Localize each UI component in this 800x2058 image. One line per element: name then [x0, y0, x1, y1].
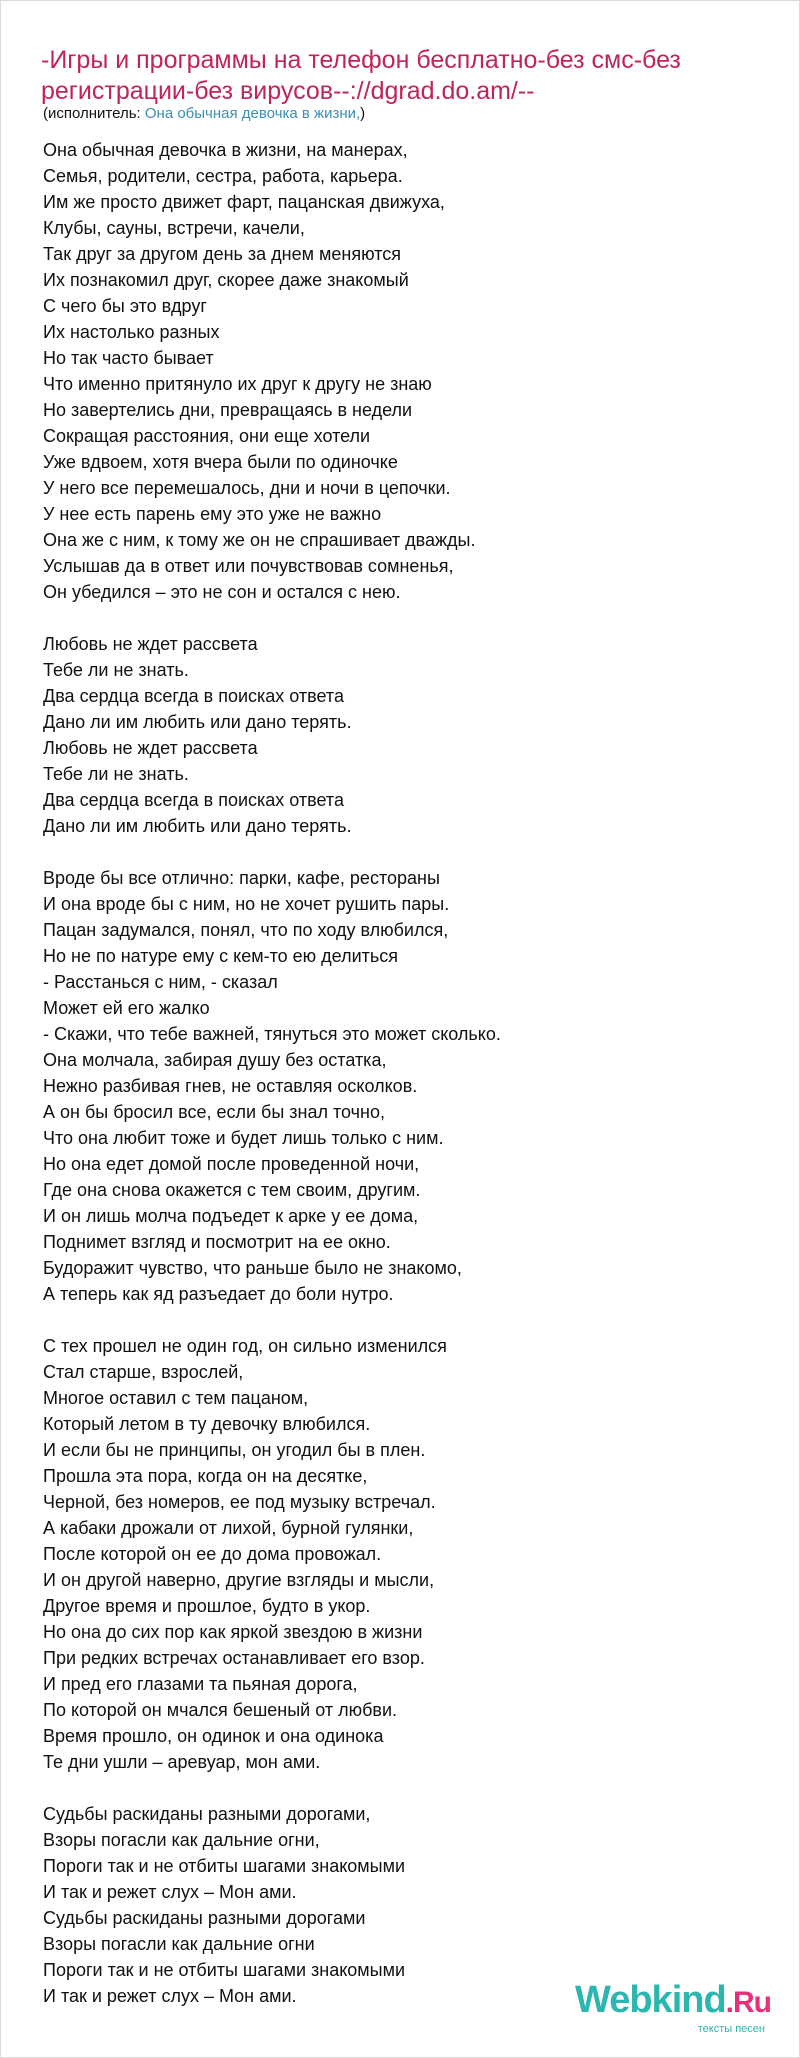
lyrics-stanza [43, 631, 743, 839]
logo-tld: .Ru [725, 1986, 771, 2019]
performer-link[interactable]: Она обычная девочка в жизни, [144, 105, 361, 122]
lyric-line: Их познакомил друг, скорее даже знакомый [43, 270, 409, 290]
lyric-line: При редких встречах останавливает его взор. [43, 1648, 425, 1668]
lyric-line: А теперь как яд разъедает до боли нутро. [43, 1284, 394, 1304]
lyric-line: И он другой наверно, другие взгляды и мысли, [43, 1570, 435, 1590]
lyric-line: Тебе ли не знать. [43, 764, 189, 784]
lyric-line: Услышав да в ответ или почувствовав сомненья, [43, 556, 454, 576]
lyric-line: Тебе ли не знать. [43, 660, 189, 680]
lyrics-stanza [43, 1333, 743, 1775]
lyric-line: И если бы не принципы, он угодил бы в плен. [43, 1440, 426, 1460]
lyric-line: Сокращая расстояния, они еще хотели [43, 426, 371, 446]
lyric-line: Два сердца всегда в поисках ответа [43, 790, 344, 810]
lyric-line: - Расстанься с ним, - сказал [43, 972, 278, 992]
logo-word: Webkind [575, 1979, 726, 2021]
logo-wordmark [575, 1980, 771, 2023]
lyric-line: Но так часто бывает [43, 348, 214, 368]
lyric-line: Клубы, сауны, встречи, качели, [43, 218, 305, 238]
lyric-line: Где она снова окажется с тем своим, другим. [43, 1180, 421, 1200]
lyric-line: Любовь не ждет рассвета [43, 738, 258, 758]
lyric-line: Многое оставил с тем пацаном, [43, 1388, 309, 1408]
lyric-line: Что именно притянуло их друг к другу не знаю [43, 374, 432, 394]
lyric-line: Она молчала, забирая душу без остатка, [43, 1050, 387, 1070]
lyric-line: Она обычная девочка в жизни, на манерах, [43, 140, 408, 160]
lyric-line: Но она едет домой после проведенной ночи, [43, 1154, 420, 1174]
lyric-line: Время прошло, он одинок и она одинока [43, 1726, 384, 1746]
lyric-line: Дано ли им любить или дано терять. [43, 816, 352, 836]
lyric-line: Он убедился – это не сон и остался с нею. [43, 582, 401, 602]
lyric-line: По которой он мчался бешеный от любви. [43, 1700, 398, 1720]
performer-prefix: (исполнитель: [43, 105, 145, 122]
lyric-line: Пороги так и не отбиты шагами знакомыми [43, 1960, 406, 1980]
lyric-line: Но не по натуре ему с кем-то ею делиться [43, 946, 398, 966]
lyric-line: Что она любит тоже и будет лишь только с ним. [43, 1128, 444, 1148]
lyric-line: И так и режет слух – Мон ами. [43, 1882, 297, 1902]
lyric-line: Так друг за другом день за днем меняются [43, 244, 401, 264]
lyric-line: Но она до сих пор как яркой звездою в жизни [43, 1622, 423, 1642]
lyric-line: Поднимет взгляд и посмотрит на ее окно. [43, 1232, 391, 1252]
lyric-line: Любовь не ждет рассвета [43, 634, 258, 654]
lyric-line: Нежно разбивая гнев, не оставляя осколков. [43, 1076, 418, 1096]
lyric-line: Судьбы раскиданы разными дорогами, [43, 1804, 371, 1824]
lyric-line: Вроде бы все отлично: парки, кафе, рестораны [43, 868, 440, 888]
lyric-line: У нее есть парень ему это уже не важно [43, 504, 382, 524]
lyric-line: Взоры погасли как дальние огни, [43, 1830, 320, 1850]
lyric-line: Им же просто движет фарт, пацанская движуха, [43, 192, 445, 212]
lyric-line: И она вроде бы с ним, но не хочет рушить пары. [43, 894, 450, 914]
lyric-line: Два сердца всегда в поисках ответа [43, 686, 344, 706]
lyric-line: Стал старше, взрослей, [43, 1362, 244, 1382]
lyric-line: Пороги так и не отбиты шагами знакомыми [43, 1856, 406, 1876]
lyric-line: С чего бы это вдруг [43, 296, 207, 316]
lyric-line: - Скажи, что тебе важней, тянуться это может сколько. [43, 1024, 501, 1044]
lyric-line: Их настолько разных [43, 322, 220, 342]
performer-line [43, 105, 365, 123]
lyrics-body [43, 137, 743, 2035]
page-title: -Игры и программы на телефон бесплатно-без смс-без регистрации-без вирусов--://dgrad.do.am/-- [41, 46, 681, 105]
lyric-line: Может ей его жалко [43, 998, 210, 1018]
lyric-line: А кабаки дрожали от лихой, бурной гулянки, [43, 1518, 414, 1538]
logo-tagline: тексты песен [697, 2023, 765, 2035]
lyric-line: Другое время и прошлое, будто в укор. [43, 1596, 371, 1616]
lyric-line: Она же с ним, к тому же он не спрашивает дважды. [43, 530, 476, 550]
lyric-line: И он лишь молча подъедет к арке у ее дома, [43, 1206, 419, 1226]
lyric-line: Будоражит чувство, что раньше было не знакомо, [43, 1258, 462, 1278]
lyric-line: Уже вдвоем, хотя вчера были по одиночке [43, 452, 398, 472]
lyric-line: Но завертелись дни, превращаясь в недели [43, 400, 413, 420]
lyric-line: Дано ли им любить или дано терять. [43, 712, 352, 732]
performer-suffix: ) [360, 105, 366, 122]
lyric-line: С тех прошел не один год, он сильно изменился [43, 1336, 447, 1356]
lyric-line: И так и режет слух – Мон ами. [43, 1986, 297, 2006]
lyrics-stanza [43, 865, 743, 1307]
lyrics-stanza [43, 137, 743, 605]
lyric-line: Судьбы раскиданы разными дорогами [43, 1908, 366, 1928]
lyric-line: Семья, родители, сестра, работа, карьера. [43, 166, 403, 186]
lyric-line: Прошла эта пора, когда он на десятке, [43, 1466, 368, 1486]
lyric-line: Взоры погасли как дальние огни [43, 1934, 315, 1954]
lyric-line: Черной, без номеров, ее под музыку встречал. [43, 1492, 436, 1512]
lyric-line: У него все перемешалось, дни и ночи в цепочки. [43, 478, 451, 498]
lyric-line: А он бы бросил все, если бы знал точно, [43, 1102, 385, 1122]
lyrics-stanza [43, 1801, 743, 2009]
lyric-line: После которой он ее до дома провожал. [43, 1544, 382, 1564]
lyric-line: Пацан задумался, понял, что по ходу влюбился, [43, 920, 449, 940]
lyric-line: Который летом в ту девочку влюбился. [43, 1414, 371, 1434]
lyric-line: Те дни ушли – аревуар, мон ами. [43, 1752, 321, 1772]
site-logo[interactable] [575, 1980, 771, 2035]
lyric-line: И пред его глазами та пьяная дорога, [43, 1674, 358, 1694]
